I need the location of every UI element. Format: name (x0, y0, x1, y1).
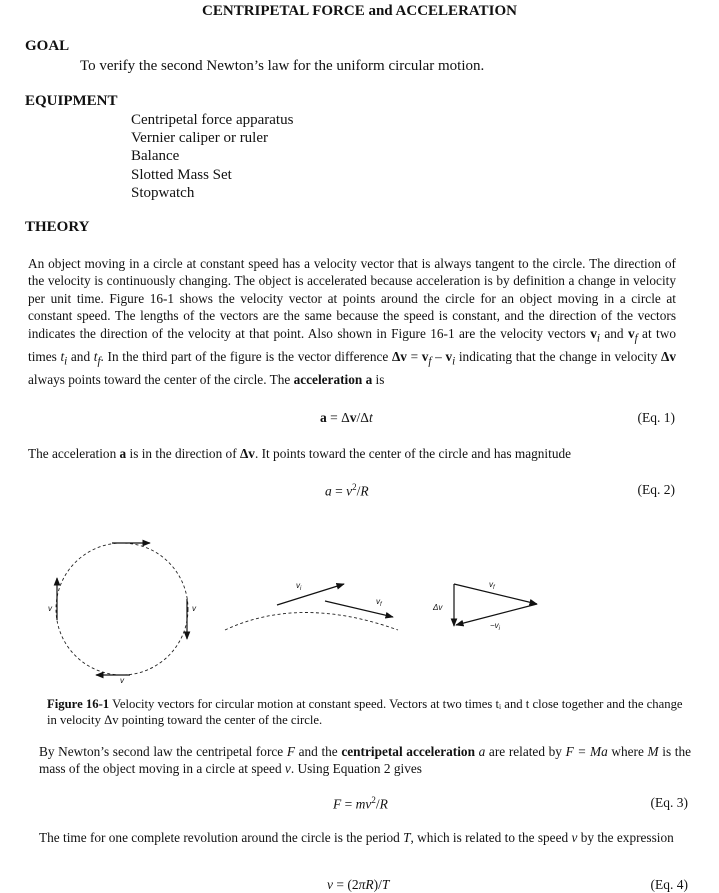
label-v-bottom: v (120, 676, 124, 685)
figure-caption: Figure 16-1 Velocity vectors for circular motion at constant speed. Vectors at two times tᵢ and t close together and the change in velocity Δv pointing toward the center of the circle. (47, 697, 683, 727)
label-neg-vi: $-v_i$ (490, 621, 501, 632)
equipment-heading: EQUIPMENT (25, 93, 118, 109)
equipment-item: Centripetal force apparatus (131, 112, 294, 128)
goal-heading: GOAL (25, 38, 70, 54)
equation-1: a = Δv/Δt (320, 410, 373, 425)
label-delta-v: Δv (433, 603, 443, 612)
page-title: CENTRIPETAL FORCE and ACCELERATION (202, 3, 517, 19)
label-vf: $v_f$ (376, 597, 382, 608)
label-v-right: v (192, 604, 196, 613)
equipment-item: Vernier caliper or ruler (131, 130, 269, 147)
equation-2-label: (Eq. 2) (637, 482, 675, 497)
label-vi: $v_i$ (296, 581, 302, 592)
label-v-left: v (48, 604, 52, 613)
newton-paragraph: By Newton’s second law the centripetal force F and the centripetal acceleration a are related by F = Ma where M is the mass of the object moving in a circle at speed v. Using Equation 2 gives (39, 744, 692, 777)
equation-2: $a = v^2/R$ (325, 482, 369, 499)
arc-path (225, 613, 398, 631)
theory-paragraph-2: The acceleration a is in the direction of Δv. It points toward the center of the circle and has magnitude (28, 446, 572, 461)
theory-paragraph-1: An object moving in a circle at constant speed has a velocity vector that is always tangent to the circle. The direction of the velocity is continuously changing. The object is accelerated because acceleration is by definition a change in velocity per unit time. Figure 16-1 shows the velocity vector at points around the circle for an object moving in a circle at constant speed. The lengths of the vectors are the same because the speed is constant, and the direction of the vectors indicates the direction of the velocity at that point. Also shown in Figure 16-1 are the velocity vectors $v_i$ and $v_f$ at two times $t_i$ and $t_f$. In the third part of the figure is the vector difference $\Delta v = v_f - v_i$ indicating that the change in velocity Δv always points toward the center of the circle. The acceleration a is (28, 256, 676, 387)
equation-1-label: (Eq. 1) (637, 410, 675, 425)
figure-16-1 (0, 525, 719, 685)
equation-4-label: (Eq. 4) (650, 877, 688, 892)
vector-vf (454, 584, 537, 604)
circular-path (56, 543, 188, 675)
label-vf-triangle: $v_f$ (489, 580, 495, 591)
theory-heading: THEORY (25, 219, 90, 235)
equipment-item: Balance (131, 148, 180, 165)
equation-3: $F = mv^2/R$ (333, 795, 388, 812)
goal-text: To verify the second Newton’s law for the uniform circular motion. (80, 58, 485, 74)
equipment-item: Slotted Mass Set (131, 166, 232, 183)
velocity-vector-vi (277, 584, 344, 605)
period-paragraph: The time for one complete revolution around the circle is the period T, which is related to the speed v by the expression (39, 830, 674, 845)
equipment-list (131, 111, 293, 202)
equation-3-label: (Eq. 3) (650, 795, 688, 810)
equipment-item: Stopwatch (131, 184, 195, 201)
equation-4: v = (2πR)/T (327, 877, 390, 892)
